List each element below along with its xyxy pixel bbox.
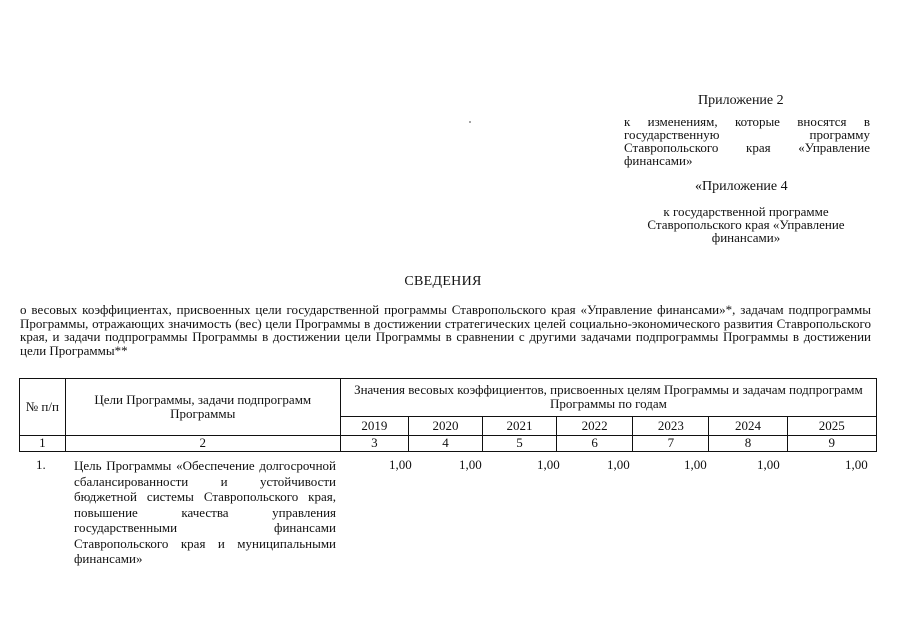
row-value-2025: 1,00 — [845, 457, 868, 472]
row-value-2021: 1,00 — [537, 457, 560, 472]
index-cell: 8 — [709, 436, 787, 452]
index-cell: 4 — [408, 436, 482, 452]
row-value-2019: 1,00 — [389, 457, 412, 472]
header-year: 2024 — [709, 416, 787, 435]
document-title: СВЕДЕНИЯ — [404, 274, 482, 289]
index-cell: 1 — [20, 436, 66, 452]
appendix2-text: к изменениям, которые вносятся в государственную программу Ставропольского края «Управление финансами» — [624, 114, 870, 168]
index-cell: 9 — [787, 436, 876, 452]
index-cell: 2 — [65, 436, 340, 452]
row-goal-text: Цель Программы «Обеспечение долгосрочной сбалансированности и устойчивости бюджетной системы Ставропольского края, повышение качества управления государственными финансами Ставропольского края и муниципальными финансами» — [74, 458, 336, 566]
header-year: 2025 — [787, 416, 876, 435]
header-goal: Цели Программы, задачи подпрограмм Программы — [65, 379, 340, 436]
header-year: 2022 — [557, 416, 633, 435]
header-year: 2021 — [483, 416, 557, 435]
index-cell: 5 — [483, 436, 557, 452]
row-value-2020: 1,00 — [459, 457, 482, 472]
index-cell: 6 — [557, 436, 633, 452]
row-value-2022: 1,00 — [607, 457, 630, 472]
coefficients-table — [19, 378, 877, 452]
header-num: № п/п — [20, 379, 66, 436]
header-year: 2023 — [633, 416, 709, 435]
scan-speck — [469, 121, 471, 123]
appendix2-title: Приложение 2 — [698, 93, 784, 108]
document-subtitle: о весовых коэффициентах, присвоенных цели государственной программы Ставропольского края «Управление финансами»*, задачам подпрограммы Программы, отражающих значимость (вес) цели Программы в достижении стратегических целей социально-экономического развития Ставропольского края, и задачи подпрограммы Программы в достижении цели Программы в сравнении с другими задачами подпрограммы Программы в достижении цели Программы** — [20, 302, 871, 358]
row-value-2023: 1,00 — [684, 457, 707, 472]
header-year: 2020 — [408, 416, 482, 435]
row-value-2024: 1,00 — [757, 457, 780, 472]
appendix4-text: к государственной программе Ставропольского края «Управление финансами» — [647, 204, 845, 245]
header-year: 2019 — [340, 416, 408, 435]
row-number: 1. — [36, 457, 46, 472]
header-values: Значения весовых коэффициентов, присвоенных целям Программы и задачам подпрограмм Программы по годам — [340, 379, 876, 417]
index-cell: 7 — [633, 436, 709, 452]
appendix4-title: «Приложение 4 — [695, 179, 788, 194]
index-cell: 3 — [340, 436, 408, 452]
